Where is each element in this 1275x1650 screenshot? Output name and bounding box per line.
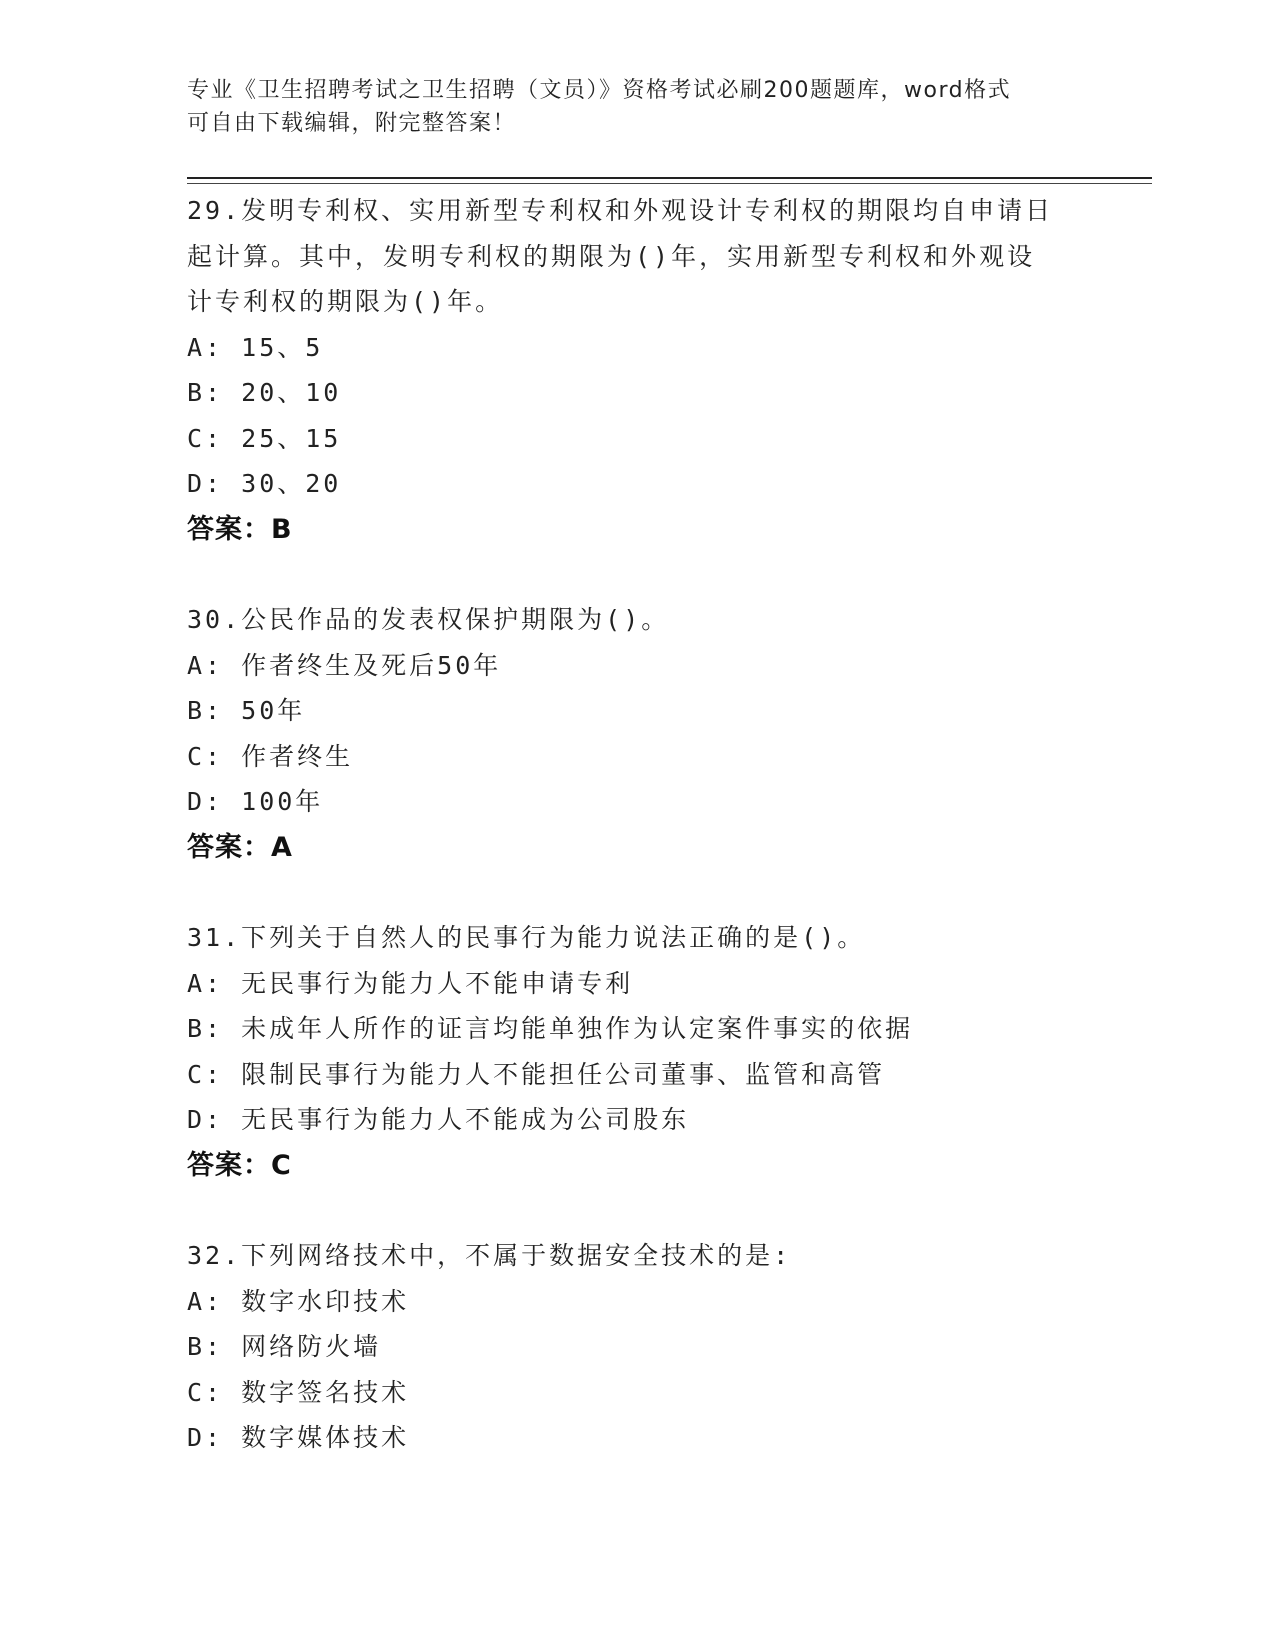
question-text: 31.下列关于自然人的民事行为能力说法正确的是()。 [187, 923, 866, 952]
option-b: B: 50年 [187, 696, 306, 725]
header-divider-thin [187, 183, 1152, 184]
option-d: D: 数字媒体技术 [187, 1423, 410, 1452]
question-text: 29.发明专利权、实用新型专利权和外观设计专利权的期限均自申请日 [187, 196, 1054, 225]
answer-label: 答案：B [187, 513, 293, 545]
answer-label: 答案：A [187, 831, 293, 863]
option-d: D: 无民事行为能力人不能成为公司股东 [187, 1105, 690, 1134]
option-a: A: 15、5 [187, 332, 324, 362]
question-text: 起计算。其中，发明专利权的期限为()年，实用新型专利权和外观设 [187, 241, 1036, 271]
question-32 [187, 1233, 1087, 1461]
question-31 [187, 915, 1087, 1188]
option-c: C: 作者终生 [187, 741, 354, 771]
question-30 [187, 597, 1087, 870]
question-text: 32.下列网络技术中，不属于数据安全技术的是: [187, 1241, 792, 1270]
question-text: 计专利权的期限为()年。 [187, 287, 504, 316]
option-b: B: 网络防火墙 [187, 1332, 382, 1361]
question-text: 30.公民作品的发表权保护期限为()。 [187, 605, 670, 634]
header-divider-thick [187, 177, 1152, 179]
option-b: B: 未成年人所作的证言均能单独作为认定案件事实的依据 [187, 1014, 914, 1043]
question-29 [187, 188, 1087, 552]
option-c: C: 数字签名技术 [187, 1377, 410, 1407]
question-list [187, 188, 1087, 1461]
option-c: C: 25、15 [187, 423, 342, 453]
option-d: D: 100年 [187, 787, 324, 816]
option-a: A: 数字水印技术 [187, 1286, 410, 1316]
option-a: A: 作者终生及死后50年 [187, 650, 502, 680]
header-line-1: 专业《卫生招聘考试之卫生招聘（文员）》资格考试必刷200题题库，word格式 [187, 78, 1012, 103]
option-d: D: 30、20 [187, 469, 342, 498]
answer-label: 答案：C [187, 1149, 292, 1181]
header-line-2: 可自由下载编辑，附完整答案！ [187, 111, 517, 136]
option-b: B: 20、10 [187, 378, 342, 407]
option-c: C: 限制民事行为能力人不能担任公司董事、监管和高管 [187, 1059, 886, 1089]
option-a: A: 无民事行为能力人不能申请专利 [187, 968, 634, 998]
document-header [187, 74, 1087, 140]
